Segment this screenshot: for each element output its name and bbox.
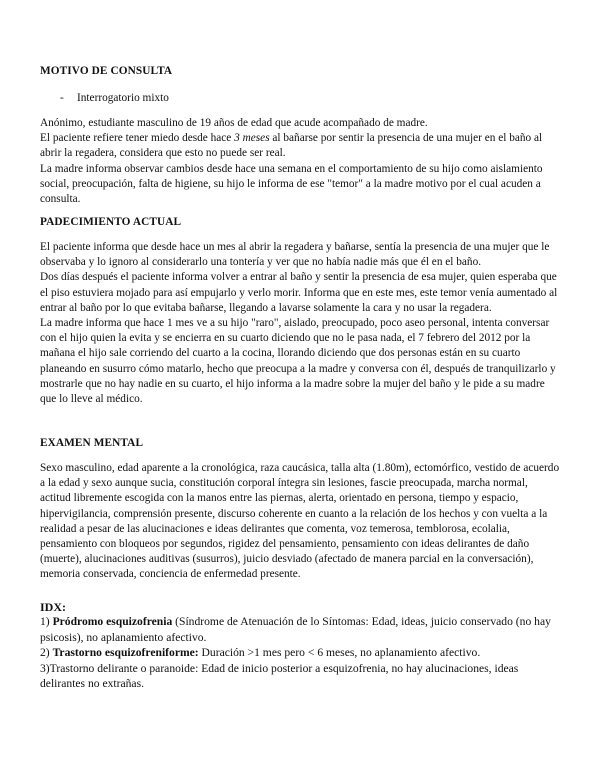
padecimiento-p3: La madre informa que hace 1 mes ve a su hijo "raro", aislado, preocupado, poco aseo personal, intenta conversar con el hijo quien la evita y se encierra en su cuarto diciendo que no le pasa nada, el 7 febrero del 2012 por la mañana el hijo sale corriendo del cuarto a la cocina, llorando diciendo que dos personas están en su cuarto planeando en susurro cómo matarlo, hecho que preocupa a la madre y conversa con él, después de tranquilizarlo y mostrarle que no hay nadie en su cuarto, el hijo informa a la madre sobre la mujer del baño y le pide a su madre que lo lleve al médico. bbox=[40, 317, 556, 406]
motivo-p3: La madre informa observar cambios desde hace una semana en el comportamiento de su hijo como aislamiento social, preocupación, falta de higiene, su hijo le informa de ese "temor" a la madre motivo por el cual acuden a consulta. bbox=[40, 162, 543, 206]
motivo-bullet-text: Interrogatorio mixto bbox=[77, 92, 169, 104]
idx-item-1-number: 1) bbox=[40, 615, 53, 628]
idx-item-2-title: Trastorno esquizofreniforme: bbox=[52, 646, 199, 660]
examen-text bbox=[40, 461, 560, 583]
motivo-p2-a: El paciente refiere tener miedo desde hace bbox=[40, 132, 235, 145]
idx-item-1 bbox=[40, 614, 560, 645]
idx-item-2 bbox=[40, 645, 560, 661]
motivo-p2 bbox=[40, 131, 560, 161]
motivo-p2-c: al bañarse por sentir la presencia de una mujer en el baño al abrir la regadera, considera que esto no puede ser real. bbox=[40, 132, 543, 160]
padecimiento-p1: El paciente informa que desde hace un mes al abrir la regadera y bañarse, sentía la presencia de una mujer que le observaba y lo ignoro al considerarlo una tontería y ver que no había nadie más que él en el baño. bbox=[40, 241, 550, 269]
idx-item-2-text: Duración >1 mes pero < 6 meses, no aplanamiento afectivo. bbox=[198, 646, 481, 660]
examen-p1: Sexo masculino, edad aparente a la cronológica, raza caucásica, talla alta (1.80m), ectomórfico, vestido de acuerdo a la edad y sexo aunque sucia, constitución corporal íntegra sin lesiones, fascie preocupada, marcha normal, actitud libremente escogida con la manos entre las piernas, alerta, orientado en persona, tiempo y espacio, hipervigilancia, comprensión presente, discurso coherente en cuanto a la relación de los hechos y con vuelta a la realidad a pesar de las alucinaciones e ideas delirantes que comenta, voz temerosa, temblorosa, ecolalia, pensamiento con bloqueos por segundos, rigidez del pensamiento, pensamiento con ideas delirantes de daño (muerte), alucinaciones auditivas (susurros), juicio desviado (afectado de manera parcial en la conversación), memoria conservada, conciencia de enfermedad presente. bbox=[40, 462, 560, 581]
idx-item-1-title: Pródromo esquizofrenia bbox=[52, 615, 173, 628]
padecimiento-heading: PADECIMIENTO ACTUAL bbox=[40, 216, 182, 228]
padecimiento-p2: Dos días después el paciente informa volver a entrar al baño y sentir la presencia de esa mujer, quien esperaba que el piso estuviera mojado para así empujarlo y verlo morir. Informa que en este mes, este temor venía aumentado al entrar al baño por lo que evitaba bañarse, llegando a lavarse solamente la cara y no usar la regadera. bbox=[40, 271, 558, 314]
bullet-dash: - bbox=[60, 92, 64, 104]
motivo-heading: MOTIVO DE CONSULTA bbox=[40, 65, 173, 77]
motivo-text bbox=[40, 116, 560, 207]
idx-heading: IDX: bbox=[40, 600, 66, 614]
idx-list bbox=[40, 614, 560, 692]
examen-heading: EXAMEN MENTAL bbox=[40, 437, 144, 449]
idx-item-3: 3)Trastorno delirante o paranoide: Edad de inicio posterior a esquizofrenia, no hay alucinaciones, ideas delirantes no extrañas. bbox=[40, 661, 519, 691]
motivo-p2-italic: 3 meses bbox=[234, 132, 270, 145]
idx-item-1-text: (Síndrome de Atenuación de lo Síntomas: Edad, ideas, juicio conservado (no hay psicosis), no aplanamiento afectivo. bbox=[40, 615, 551, 644]
padecimiento-text bbox=[40, 240, 560, 407]
motivo-bullet bbox=[60, 92, 169, 104]
motivo-p1: Anónimo, estudiante masculino de 19 años de edad que acude acompañado de madre. bbox=[40, 117, 428, 129]
idx-item-2-number: 2) bbox=[40, 646, 53, 660]
